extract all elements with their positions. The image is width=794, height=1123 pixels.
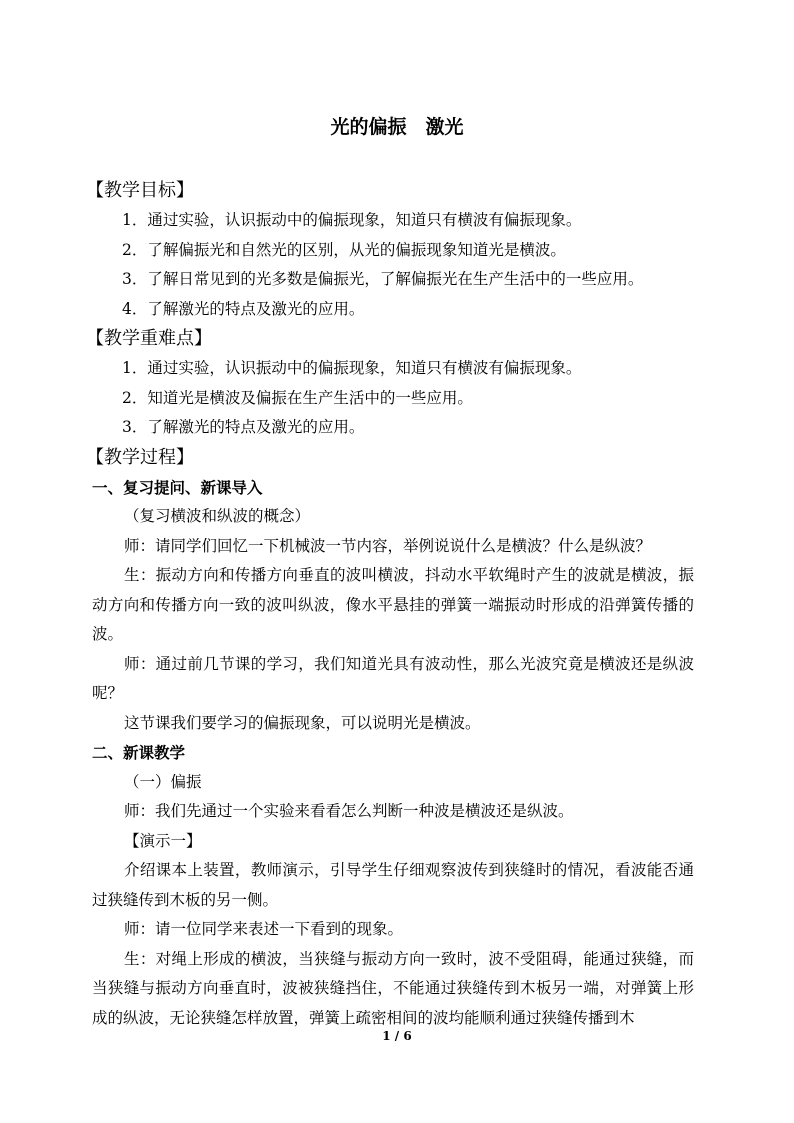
paragraph: 师：我们先通过一个实验来看看怎么判断一种波是横波还是纵波。 <box>124 802 574 820</box>
page-title: 光的偏振 激光 <box>330 116 464 138</box>
paragraph: 师：请同学们回忆一下机械波一节内容，举例说说什么是横波？什么是纵波？ <box>124 536 652 555</box>
paragraph: 【演示一】 <box>124 831 202 850</box>
paragraph: （复习横波和纵波的概念） <box>124 507 311 525</box>
paragraph: 师：请一位同学来表述一下看到的现象。 <box>124 920 404 938</box>
list-item: 1．通过实验，认识振动中的偏振现象，知道只有横波有偏振现象。 <box>122 211 582 229</box>
section-heading-keypoints: 【教学重难点】 <box>86 328 212 349</box>
list-item: 3．了解日常见到的光多数是偏振光，了解偏振光在生产生活中的一些应用。 <box>122 270 644 288</box>
subsection-heading-new-lesson: 二、新课教学 <box>92 743 186 762</box>
section-heading-process: 【教学过程】 <box>86 446 194 468</box>
paragraph: 介绍课本上装置，教师演示，引导学生仔细观察波传到狭缝时的情况，看波能否通过狭缝传到木板的另一侧。 <box>92 861 694 909</box>
paragraph: 生：振动方向和传播方向垂直的波叫横波，抖动水平软绳时产生的波就是横波，振动方向和传播方向一致的波叫纵波，像水平悬挂的弹簧一端振动时形成的沿弹簧传播的波。 <box>92 566 694 643</box>
list-item: 2．知道光是横波及偏振在生产生活中的一些应用。 <box>122 388 473 407</box>
list-item: 1．通过实验，认识振动中的偏振现象，知道只有横波有偏振现象。 <box>122 359 582 377</box>
paragraph: （一）偏振 <box>124 772 202 791</box>
page-number: 1 / 6 <box>382 1029 412 1043</box>
list-item: 4．了解激光的特点及激光的应用。 <box>122 299 365 318</box>
list-item: 3．了解激光的特点及激光的应用。 <box>122 418 365 436</box>
list-item: 2．了解偏振光和自然光的区别，从光的偏振现象知道光是横波。 <box>122 240 566 259</box>
section-heading-goals: 【教学目标】 <box>86 180 194 201</box>
subsection-heading-review: 一、复习提问、新课导入 <box>92 477 263 497</box>
paragraph: 师：通过前几节课的学习，我们知道光具有波动性，那么光波究竟是横波还是纵波呢？ <box>92 654 694 702</box>
paragraph: 这节课我们要学习的偏振现象，可以说明光是横波。 <box>124 713 481 732</box>
document-body <box>86 176 694 1033</box>
paragraph: 生：对绳上形成的横波，当狭缝与振动方向一致时，波不受阻碍，能通过狭缝，而当狭缝与振动方向垂直时，波被狭缝挡住，不能通过狭缝传到木板另一端，对弹簧上形成的纵波，无论狭缝怎样放置，弹簧上疏密相间的波均能顺利通过狭缝传播到木 <box>92 949 694 1027</box>
